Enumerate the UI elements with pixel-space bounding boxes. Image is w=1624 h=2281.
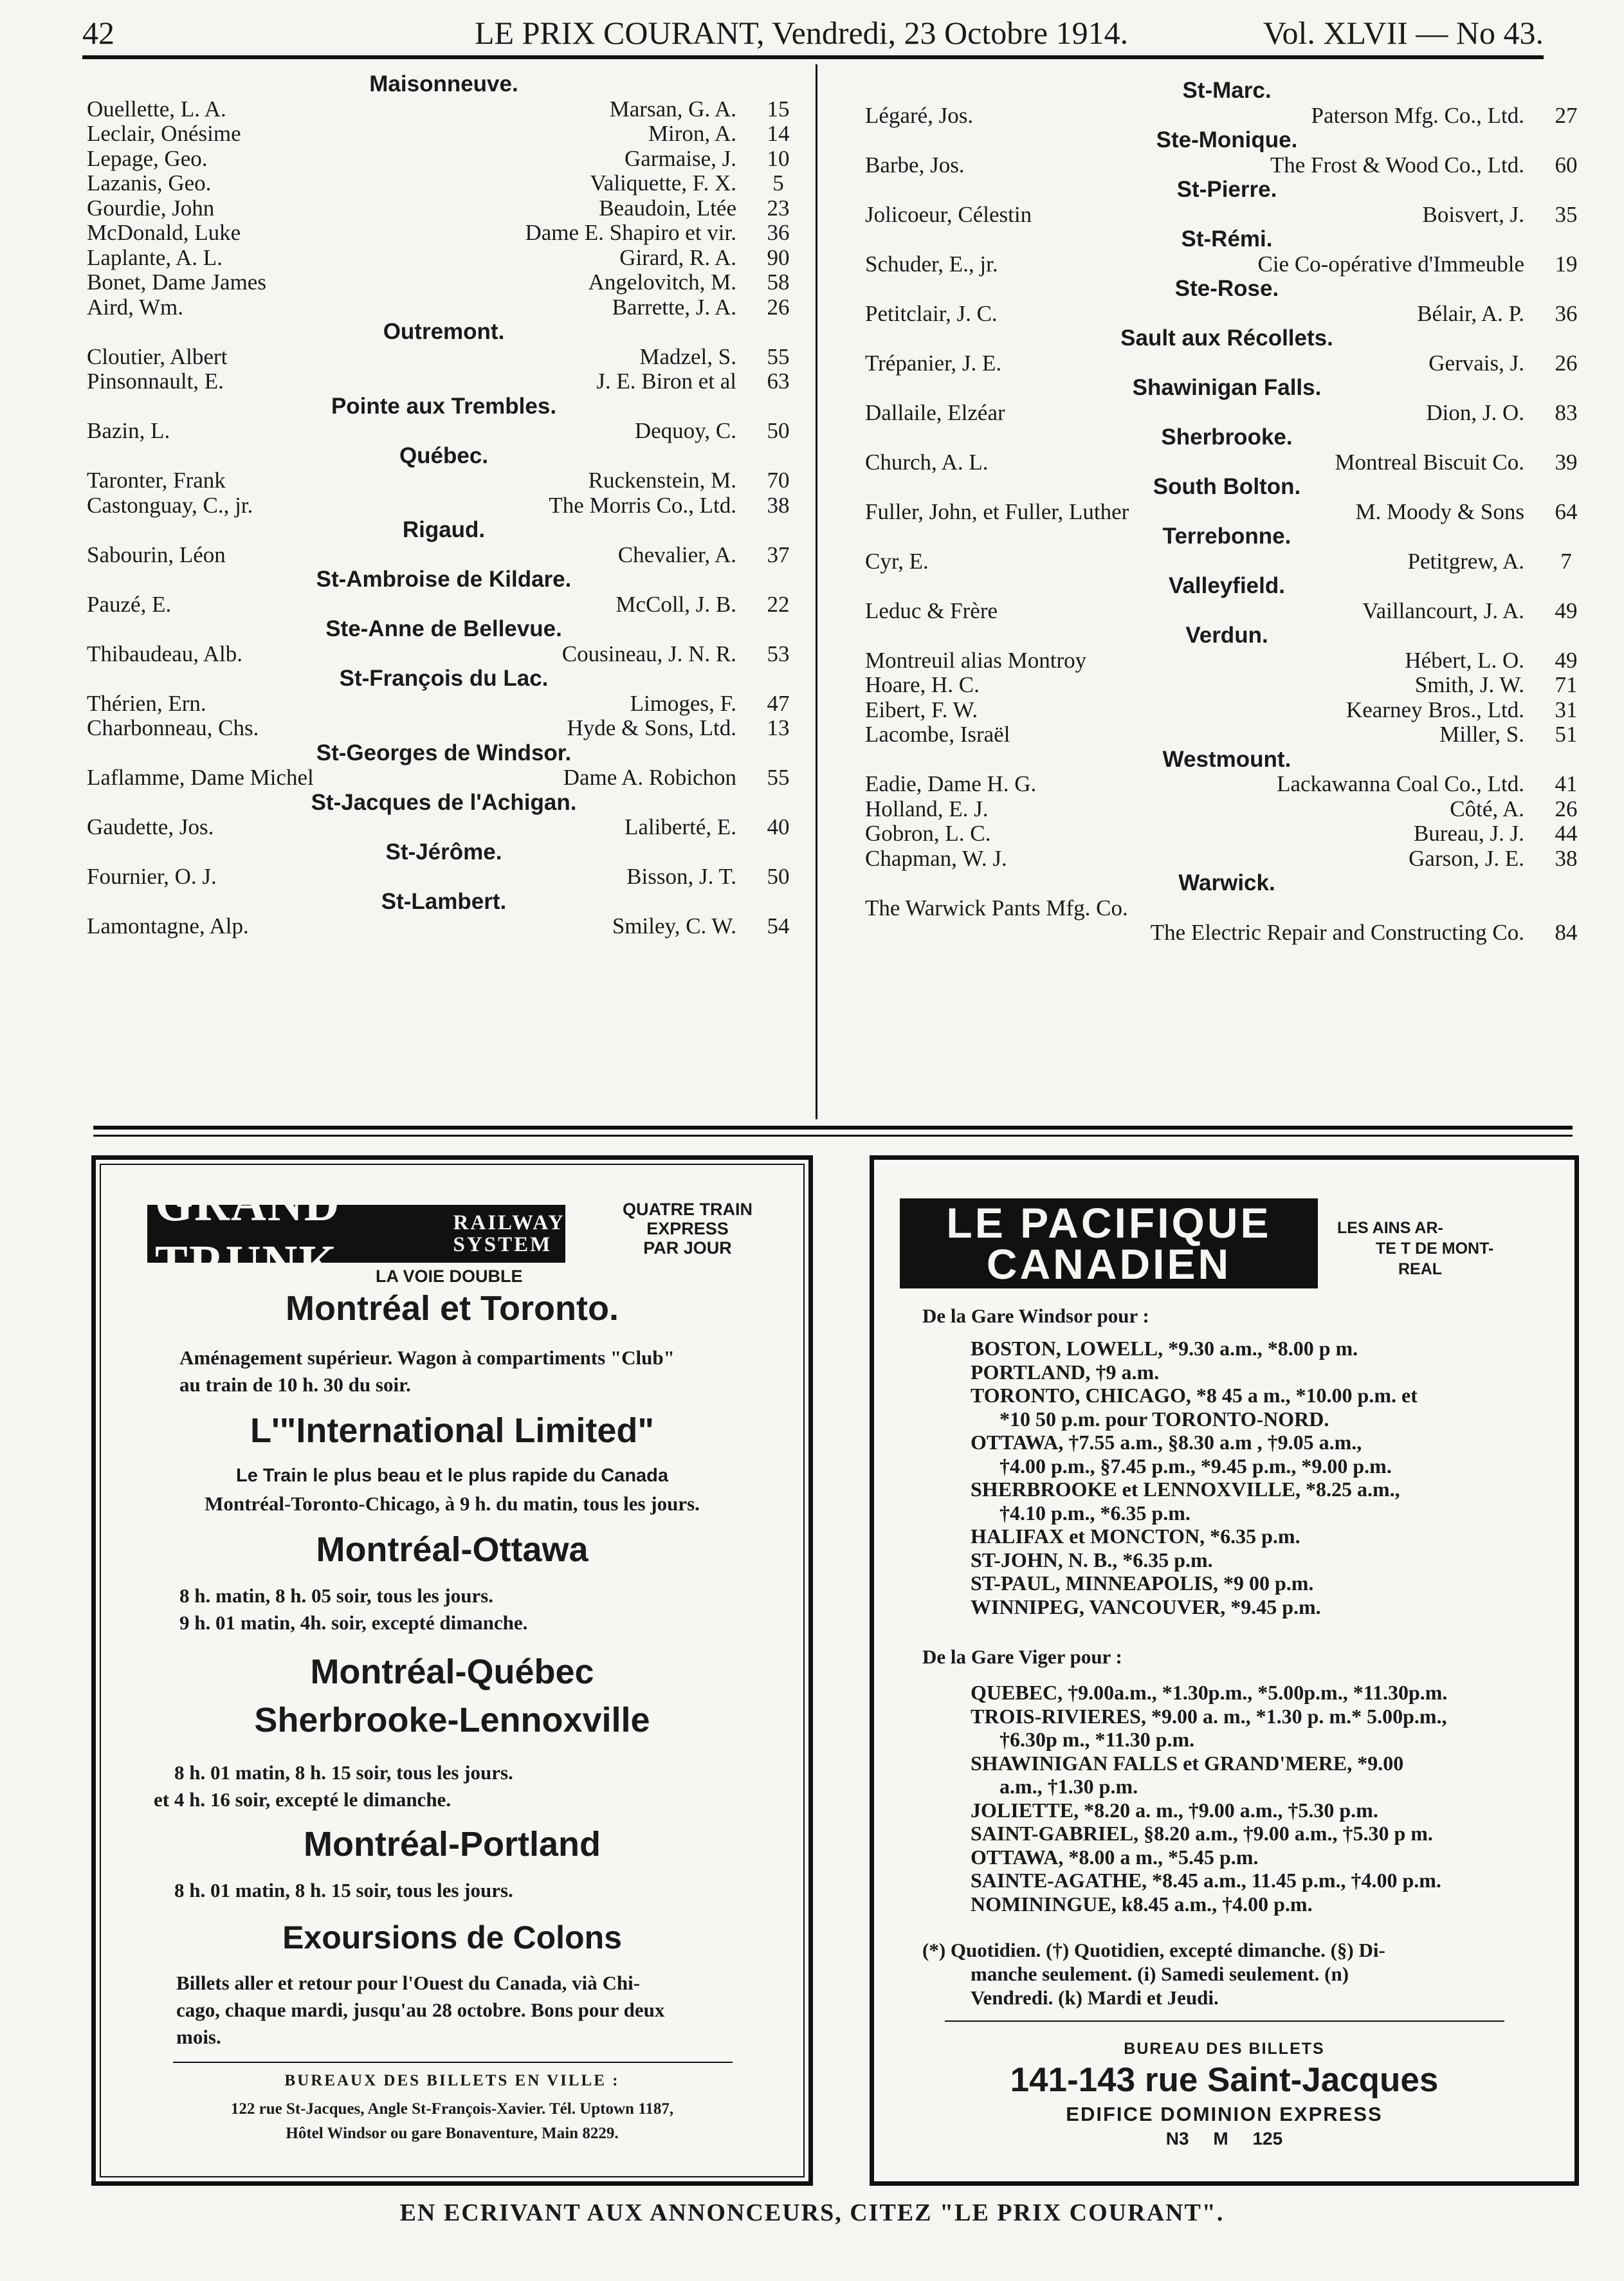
- debtor-name: Eibert, F. W.: [865, 697, 978, 722]
- creditor-name: Dion, J. O.: [1426, 399, 1524, 425]
- legend-line: (*) Quotidien. (†) Quotidien, excepté dimanche. (§) Di-: [922, 1939, 1385, 1961]
- amount: 58: [767, 270, 790, 295]
- bureaux-text: Hôtel Windsor ou gare Bonaventure, Main 8229.: [286, 2125, 619, 2142]
- creditor-name: The Electric Repair and Constructing Co.: [1150, 920, 1524, 945]
- section-rule-top: [93, 1126, 1573, 1130]
- debtor-name: Schuder, E., jr.: [865, 251, 998, 277]
- listing-entry: [87, 543, 801, 568]
- creditor-name: Gervais, J.: [1428, 350, 1524, 376]
- amount: 5: [772, 170, 784, 196]
- listing-entry: [865, 896, 1589, 946]
- listing-entry: [865, 599, 1589, 624]
- schedule-line: †4.00 p.m., §7.45 p.m., *9.45 p.m., *9.00 p.m.: [999, 1454, 1392, 1478]
- creditor-name: Laliberté, E.: [625, 814, 736, 839]
- logo-sub-system: SYSTEM: [453, 1233, 552, 1256]
- creditor-name: Dame E. Shapiro et vir.: [525, 220, 736, 245]
- creditor-name: Limoges, F.: [630, 690, 736, 716]
- debtor-name: Gourdie, John: [87, 195, 215, 221]
- listing-entry: [87, 345, 801, 370]
- route-text: Aménagement supérieur. Wagon à compartiments "Club": [179, 1346, 675, 1369]
- debtor-name: Lacombe, Israël: [865, 722, 1010, 747]
- creditor-name: Vaillancourt, J. A.: [1362, 598, 1524, 623]
- listing-entry: [865, 450, 1589, 475]
- listing-entry: [865, 648, 1589, 673]
- creditor-name: Paterson Mfg. Co., Ltd.: [1311, 102, 1524, 128]
- debtor-name: Légaré, Jos.: [865, 102, 974, 128]
- creditor-name: Bélair, A. P.: [1417, 300, 1524, 326]
- creditor-name: Cie Co-opérative d'Immeuble: [1257, 251, 1524, 277]
- city-heading: Rigaud.: [402, 517, 486, 542]
- city-heading: St-Jacques de l'Achigan.: [311, 789, 577, 815]
- debtor-name: The Warwick Pants Mfg. Co.: [865, 895, 1128, 921]
- creditor-name: Garson, J. E.: [1409, 845, 1524, 871]
- creditor-name: Beaudoin, Ltée: [599, 195, 736, 221]
- publication-title: LE PRIX COURANT, Vendredi, 23 Octobre 1914.: [475, 15, 1129, 51]
- listing-entry: [87, 369, 801, 394]
- intl-text: Le Train le plus beau et le plus rapide du Canada: [236, 1465, 668, 1486]
- schedule-line: SHAWINIGAN FALLS et GRAND'MERE, *9.00: [971, 1751, 1404, 1775]
- city-heading: Verdun.: [1185, 623, 1268, 648]
- city-heading: Sault aux Récollets.: [1120, 325, 1333, 351]
- listing-entry: [87, 765, 801, 791]
- listing-entry: [87, 196, 801, 221]
- creditor-name: Smiley, C. W.: [612, 913, 736, 939]
- column-divider: [816, 64, 817, 1119]
- creditor-name: Smith, J. W.: [1414, 672, 1524, 697]
- debtor-name: Leduc & Frère: [865, 598, 998, 623]
- section-rule-bottom: [93, 1135, 1573, 1137]
- debtor-name: Sabourin, Léon: [87, 542, 226, 567]
- listing-entry: [865, 821, 1589, 847]
- bureau-phone: N3 M 125: [1165, 2129, 1283, 2148]
- listing-entry: [865, 673, 1589, 698]
- amount: 22: [767, 591, 790, 617]
- amount: 55: [767, 765, 790, 790]
- amount: 15: [767, 96, 790, 122]
- creditor-name: Miron, A.: [648, 121, 736, 146]
- creditor-name: The Frost & Wood Co., Ltd.: [1270, 152, 1524, 178]
- debtor-name: Pinsonnault, E.: [87, 369, 224, 394]
- city-heading: Westmount.: [1162, 746, 1291, 772]
- city-heading: St-Georges de Windsor.: [316, 740, 572, 765]
- amount: 13: [767, 715, 790, 740]
- schedule-line: OTTAWA, †7.55 a.m., §8.30 a.m , †9.05 a.m.,: [971, 1431, 1362, 1454]
- left-listing-column: [87, 72, 801, 939]
- listing-entry: [865, 500, 1589, 525]
- bureau-building: EDIFICE DOMINION EXPRESS: [1066, 2103, 1383, 2125]
- debtor-name: Charbonneau, Chs.: [87, 715, 259, 740]
- amount: 37: [767, 542, 790, 567]
- route-title: Montréal-Québec: [310, 1653, 594, 1691]
- creditor-name: Angelovitch, M.: [588, 270, 736, 295]
- listing-entry: [865, 203, 1589, 228]
- amount: 83: [1555, 399, 1578, 425]
- voie-double: LA VOIE DOUBLE: [376, 1267, 523, 1286]
- legend-text: [922, 1938, 1385, 2010]
- intl-text: Montréal-Toronto-Chicago, à 9 h. du matin, tous les jours.: [205, 1492, 700, 1515]
- route-title: Montréal-Ottawa: [316, 1530, 588, 1569]
- listing-entry: [865, 847, 1589, 872]
- amount: 26: [1555, 350, 1578, 376]
- city-heading: St-Jérôme.: [385, 839, 502, 865]
- route-text: et 4 h. 16 soir, excepté le dimanche.: [154, 1788, 452, 1811]
- creditor-name: Boisvert, J.: [1422, 201, 1524, 227]
- debtor-name: Laflamme, Dame Michel: [87, 765, 314, 790]
- schedule-line: TORONTO, CHICAGO, *8 45 a m., *10.00 p.m. et: [971, 1384, 1418, 1407]
- route-title: Sherbrooke-Lennoxville: [254, 1701, 650, 1739]
- creditor-name: Côté, A.: [1450, 796, 1524, 821]
- debtor-name: Fuller, John, et Fuller, Luther: [865, 499, 1129, 524]
- creditor-name: Hyde & Sons, Ltd.: [567, 715, 736, 740]
- debtor-name: Leclair, Onésime: [87, 121, 241, 146]
- tagline: [1337, 1218, 1493, 1279]
- debtor-name: McDonald, Luke: [87, 220, 241, 245]
- listing-entry: [87, 295, 801, 320]
- city-heading: South Bolton.: [1153, 474, 1301, 499]
- tagline: [604, 1200, 771, 1258]
- canadian-pacific-ad: [870, 1155, 1579, 2186]
- windsor-schedule: [971, 1337, 1418, 1618]
- schedule-line: SHERBROOKE et LENNOXVILLE, *8.25 a.m.,: [971, 1478, 1400, 1501]
- amount: 90: [767, 244, 790, 270]
- listing-entry: [87, 914, 801, 939]
- intl-limited-title: L'"International Limited": [250, 1411, 655, 1450]
- city-heading: Ste-Monique.: [1156, 127, 1298, 152]
- creditor-name: Barrette, J. A.: [612, 294, 736, 320]
- canadian-pacific-logo: [900, 1198, 1318, 1288]
- creditor-name: McColl, J. B.: [616, 591, 736, 617]
- creditor-name: Bureau, J. J.: [1413, 821, 1524, 846]
- amount: 36: [1555, 300, 1578, 326]
- amount: 23: [767, 195, 790, 221]
- debtor-name: Fournier, O. J.: [87, 864, 217, 889]
- debtor-name: Taronter, Frank: [87, 468, 226, 493]
- debtor-name: Hoare, H. C.: [865, 672, 980, 697]
- city-heading: Ste-Rose.: [1174, 276, 1279, 301]
- amount: 26: [767, 294, 790, 320]
- excursion-text: mois.: [176, 2026, 221, 2048]
- schedule-line: PORTLAND, †9 a.m.: [971, 1360, 1160, 1384]
- debtor-name: Bonet, Dame James: [87, 270, 266, 295]
- amount: 64: [1555, 499, 1578, 524]
- schedule-line: *10 50 p.m. pour TORONTO-NORD.: [999, 1407, 1329, 1431]
- listing-entry: [87, 716, 801, 741]
- city-heading: Québec.: [399, 443, 489, 468]
- schedule-line: a.m., †1.30 p.m.: [999, 1775, 1138, 1798]
- city-heading: Terrebonne.: [1162, 524, 1291, 549]
- city-heading: St-François du Lac.: [339, 666, 549, 691]
- creditor-name: Girard, R. A.: [619, 244, 736, 270]
- creditor-name: Petitgrew, A.: [1407, 548, 1524, 574]
- listing-entry: [865, 722, 1589, 747]
- legend-line: manche seulement. (i) Samedi seulement. (n): [971, 1963, 1349, 1985]
- amount: 44: [1555, 821, 1578, 846]
- debtor-name: Pauzé, E.: [87, 591, 172, 617]
- logo-sub-text: [453, 1212, 565, 1256]
- amount: 70: [767, 468, 790, 493]
- tagline-line: EXPRESS: [646, 1219, 729, 1238]
- creditor-name: Dame A. Robichon: [563, 765, 736, 790]
- amount: 14: [767, 121, 790, 146]
- debtor-name: Aird, Wm.: [87, 294, 184, 320]
- creditor-name: Miller, S.: [1439, 722, 1524, 747]
- listing-entry: [87, 122, 801, 147]
- debtor-name: Gaudette, Jos.: [87, 814, 214, 839]
- listing-entry: [87, 815, 801, 840]
- debtor-name: Laplante, A. L.: [87, 244, 223, 270]
- city-heading: Maisonneuve.: [369, 71, 518, 96]
- creditor-name: Kearney Bros., Ltd.: [1346, 697, 1524, 722]
- creditor-name: Montreal Biscuit Co.: [1335, 449, 1524, 475]
- amount: 19: [1555, 251, 1578, 277]
- excursion-title: Exoursions de Colons: [282, 1919, 622, 1956]
- schedule-line: †4.10 p.m., *6.35 p.m.: [999, 1501, 1191, 1525]
- debtor-name: Jolicoeur, Célestin: [865, 201, 1032, 227]
- logo-line: LE PACIFIQUE: [946, 1199, 1272, 1247]
- bureau-address: 141-143 rue Saint-Jacques: [1010, 2061, 1439, 2099]
- schedule-line: TROIS-RIVIERES, *9.00 a. m., *1.30 p. m.* 5.00p.m.,: [971, 1704, 1447, 1728]
- amount: 10: [767, 145, 790, 171]
- amount: 36: [767, 220, 790, 245]
- listing-entry: [87, 419, 801, 444]
- debtor-name: Chapman, W. J.: [865, 845, 1007, 871]
- route-text: 8 h. matin, 8 h. 05 soir, tous les jours.: [179, 1584, 494, 1607]
- tagline-line: TE T DE MONT-: [1376, 1240, 1494, 1258]
- city-heading: Pointe aux Trembles.: [331, 393, 557, 419]
- debtor-name: Ouellette, L. A.: [87, 96, 226, 122]
- route-text: au train de 10 h. 30 du soir.: [179, 1373, 411, 1396]
- amount: 38: [1555, 845, 1578, 871]
- windsor-station-title: De la Gare Windsor pour :: [922, 1305, 1149, 1327]
- debtor-name: Lepage, Geo.: [87, 145, 208, 171]
- debtor-name: Lazanis, Geo.: [87, 170, 212, 196]
- tagline-line: PAR JOUR: [643, 1238, 732, 1258]
- excursion-text: Billets aller et retour pour l'Ouest du Canada, vià Chi-: [176, 1972, 641, 1994]
- listing-entry: [87, 642, 801, 667]
- listing-entry: [865, 772, 1589, 797]
- debtor-name: Petitclair, J. C.: [865, 300, 998, 326]
- debtor-name: Thibaudeau, Alb.: [87, 641, 243, 666]
- schedule-line: QUEBEC, †9.00a.m., *1.30p.m., *5.00p.m., *11.30p.m.: [971, 1681, 1448, 1704]
- creditor-name: Chevalier, A.: [617, 542, 736, 567]
- creditor-name: Ruckenstein, M.: [588, 468, 736, 493]
- creditor-name: Hébert, L. O.: [1405, 647, 1524, 673]
- amount: 35: [1555, 201, 1578, 227]
- listing-entry: [865, 401, 1589, 426]
- listing-entry: [87, 692, 801, 717]
- bureau-title: BUREAU DES BILLETS: [1124, 2040, 1325, 2058]
- amount: 39: [1555, 449, 1578, 475]
- debtor-name: Bazin, L.: [87, 418, 170, 443]
- debtor-name: Trépanier, J. E.: [865, 350, 1002, 376]
- amount: 38: [767, 492, 790, 518]
- bureaux-title: BUREAUX DES BILLETS EN VILLE :: [284, 2072, 620, 2089]
- volume-number: Vol. XLVII — No 43.: [1263, 15, 1544, 51]
- listing-entry: [87, 221, 801, 246]
- amount: 26: [1555, 796, 1578, 821]
- listing-entry: [865, 549, 1589, 574]
- listing-entry: [865, 153, 1589, 178]
- listing-entry: [865, 302, 1589, 327]
- creditor-name: M. Moody & Sons: [1355, 499, 1524, 524]
- viger-schedule: [971, 1681, 1447, 1916]
- logo-sub-railway: RAILWAY: [453, 1211, 565, 1234]
- debtor-name: Montreuil alias Montroy: [865, 647, 1087, 673]
- city-heading: St-Rémi.: [1181, 226, 1273, 252]
- debtor-name: Cyr, E.: [865, 548, 929, 574]
- city-heading: Shawinigan Falls.: [1132, 375, 1322, 400]
- amount: 49: [1555, 647, 1578, 673]
- logo-line: CANADIEN: [986, 1240, 1232, 1288]
- route-text: 8 h. 01 matin, 8 h. 15 soir, tous les jours.: [174, 1879, 513, 1901]
- listing-entry: [87, 493, 801, 518]
- amount: 60: [1555, 152, 1578, 178]
- debtor-name: Holland, E. J.: [865, 796, 989, 821]
- city-heading: Warwick.: [1178, 870, 1275, 895]
- bureaux-text: 122 rue St-Jacques, Angle St-François-Xavier. Tél. Uptown 1187,: [230, 2100, 674, 2118]
- schedule-line: OTTAWA, *8.00 a m., *5.45 p.m.: [971, 1845, 1259, 1869]
- ad-divider: [945, 2020, 1504, 2022]
- creditor-name: Dequoy, C.: [634, 418, 736, 443]
- city-heading: Sherbrooke.: [1161, 425, 1293, 450]
- schedule-line: BOSTON, LOWELL, *9.30 a.m., *8.00 p m.: [971, 1337, 1358, 1360]
- amount: 7: [1560, 548, 1572, 574]
- route-text: 8 h. 01 matin, 8 h. 15 soir, tous les jours.: [174, 1761, 513, 1784]
- listing-entry: [87, 147, 801, 172]
- amount: 49: [1555, 598, 1578, 623]
- debtor-name: Dallaile, Elzéar: [865, 399, 1005, 425]
- ad-divider: [173, 2062, 733, 2063]
- footer-notice: EN ECRIVANT AUX ANNONCEURS, CITEZ "LE PRIX COURANT".: [399, 2199, 1225, 2226]
- schedule-line: SAINTE-AGATHE, *8.45 a.m., 11.45 p.m., †4.00 p.m.: [971, 1869, 1441, 1892]
- debtor-name: Church, A. L.: [865, 449, 989, 475]
- creditor-name: The Morris Co., Ltd.: [549, 492, 736, 518]
- listing-entry: [87, 468, 801, 493]
- schedule-line: NOMININGUE, k8.45 a.m., †4.00 p.m.: [971, 1892, 1313, 1916]
- page-header: [82, 14, 1544, 54]
- creditor-name: Marsan, G. A.: [609, 96, 736, 122]
- schedule-line: SAINT-GABRIEL, §8.20 a.m., †9.00 a.m., †5.30 p m.: [971, 1822, 1433, 1845]
- amount: 71: [1555, 672, 1578, 697]
- listing-entry: [865, 104, 1589, 129]
- right-listing-column: [865, 78, 1589, 946]
- route-title: Montréal-Portland: [303, 1825, 601, 1864]
- tagline-line: LES AINS AR-: [1337, 1219, 1443, 1237]
- amount: 27: [1555, 102, 1578, 128]
- amount: 50: [767, 864, 790, 889]
- listing-entry: [865, 797, 1589, 822]
- amount: 51: [1555, 722, 1578, 747]
- schedule-line: JOLIETTE, *8.20 a. m., †9.00 a.m., †5.30 p.m.: [971, 1798, 1378, 1822]
- tagline-line: REAL: [1398, 1260, 1443, 1278]
- amount: 47: [767, 690, 790, 716]
- city-heading: St-Ambroise de Kildare.: [316, 567, 572, 592]
- debtor-name: Lamontagne, Alp.: [87, 913, 249, 939]
- listing-entry: [87, 171, 801, 196]
- grand-trunk-ad: [91, 1155, 813, 2186]
- amount: 53: [767, 641, 790, 666]
- creditor-name: Madzel, S.: [639, 344, 736, 369]
- header-rule: [82, 55, 1544, 59]
- creditor-name: Cousineau, J. N. R.: [561, 641, 736, 666]
- city-heading: Valleyfield.: [1169, 573, 1285, 598]
- city-heading: St-Marc.: [1182, 78, 1272, 103]
- tagline-line: QUATRE TRAIN: [623, 1200, 753, 1219]
- listing-entry: [87, 270, 801, 295]
- amount: 31: [1555, 697, 1578, 722]
- listing-entry: [87, 592, 801, 618]
- route-text: 9 h. 01 matin, 4h. soir, excepté dimanche.: [179, 1611, 528, 1634]
- creditor-name: Lackawanna Coal Co., Ltd.: [1277, 771, 1524, 796]
- debtor-name: Thérien, Ern.: [87, 690, 206, 716]
- debtor-name: Castonguay, C., jr.: [87, 492, 253, 518]
- schedule-line: WINNIPEG, VANCOUVER, *9.45 p.m.: [971, 1595, 1321, 1618]
- debtor-name: Eadie, Dame H. G.: [865, 771, 1037, 796]
- listing-entry: [865, 252, 1589, 277]
- amount: 55: [767, 344, 790, 369]
- listing-entry: [87, 97, 801, 122]
- logo-main-text: GRAND TRUNK: [155, 1173, 341, 1294]
- listing-entry: [87, 246, 801, 271]
- listing-entry: [865, 698, 1589, 723]
- schedule-line: ST-PAUL, MINNEAPOLIS, *9 00 p.m.: [971, 1571, 1314, 1595]
- amount: 63: [767, 369, 790, 394]
- debtor-name: Cloutier, Albert: [87, 344, 228, 369]
- city-heading: St-Pierre.: [1176, 177, 1277, 202]
- amount: 84: [1555, 920, 1578, 945]
- creditor-name: Valiquette, F. X.: [590, 170, 736, 196]
- viger-station-title: De la Gare Viger pour :: [922, 1645, 1122, 1668]
- schedule-line: HALIFAX et MONCTON, *6.35 p.m.: [971, 1525, 1300, 1548]
- debtor-name: Gobron, L. C.: [865, 821, 991, 846]
- amount: 54: [767, 913, 790, 939]
- amount: 41: [1555, 771, 1578, 796]
- legend-line: Vendredi. (k) Mardi et Jeudi.: [971, 1986, 1219, 2009]
- creditor-name: J. E. Biron et al: [596, 369, 736, 394]
- route-title: Montréal et Toronto.: [286, 1289, 619, 1328]
- schedule-line: †6.30p m., *11.30 p.m.: [999, 1728, 1195, 1751]
- listing-entry: [87, 865, 801, 890]
- amount: 50: [767, 418, 790, 443]
- schedule-line: ST-JOHN, N. B., *6.35 p.m.: [971, 1548, 1213, 1571]
- excursion-text: cago, chaque mardi, jusqu'au 28 octobre. Bons pour deux: [176, 1999, 665, 2021]
- page-number: 42: [82, 15, 114, 51]
- city-heading: Ste-Anne de Bellevue.: [325, 616, 562, 641]
- listing-entry: [865, 351, 1589, 376]
- creditor-name: Bisson, J. T.: [626, 864, 736, 889]
- amount: 40: [767, 814, 790, 839]
- city-heading: Outremont.: [383, 319, 505, 344]
- city-heading: St-Lambert.: [381, 888, 507, 914]
- creditor-name: Garmaise, J.: [625, 145, 736, 171]
- debtor-name: Barbe, Jos.: [865, 152, 965, 178]
